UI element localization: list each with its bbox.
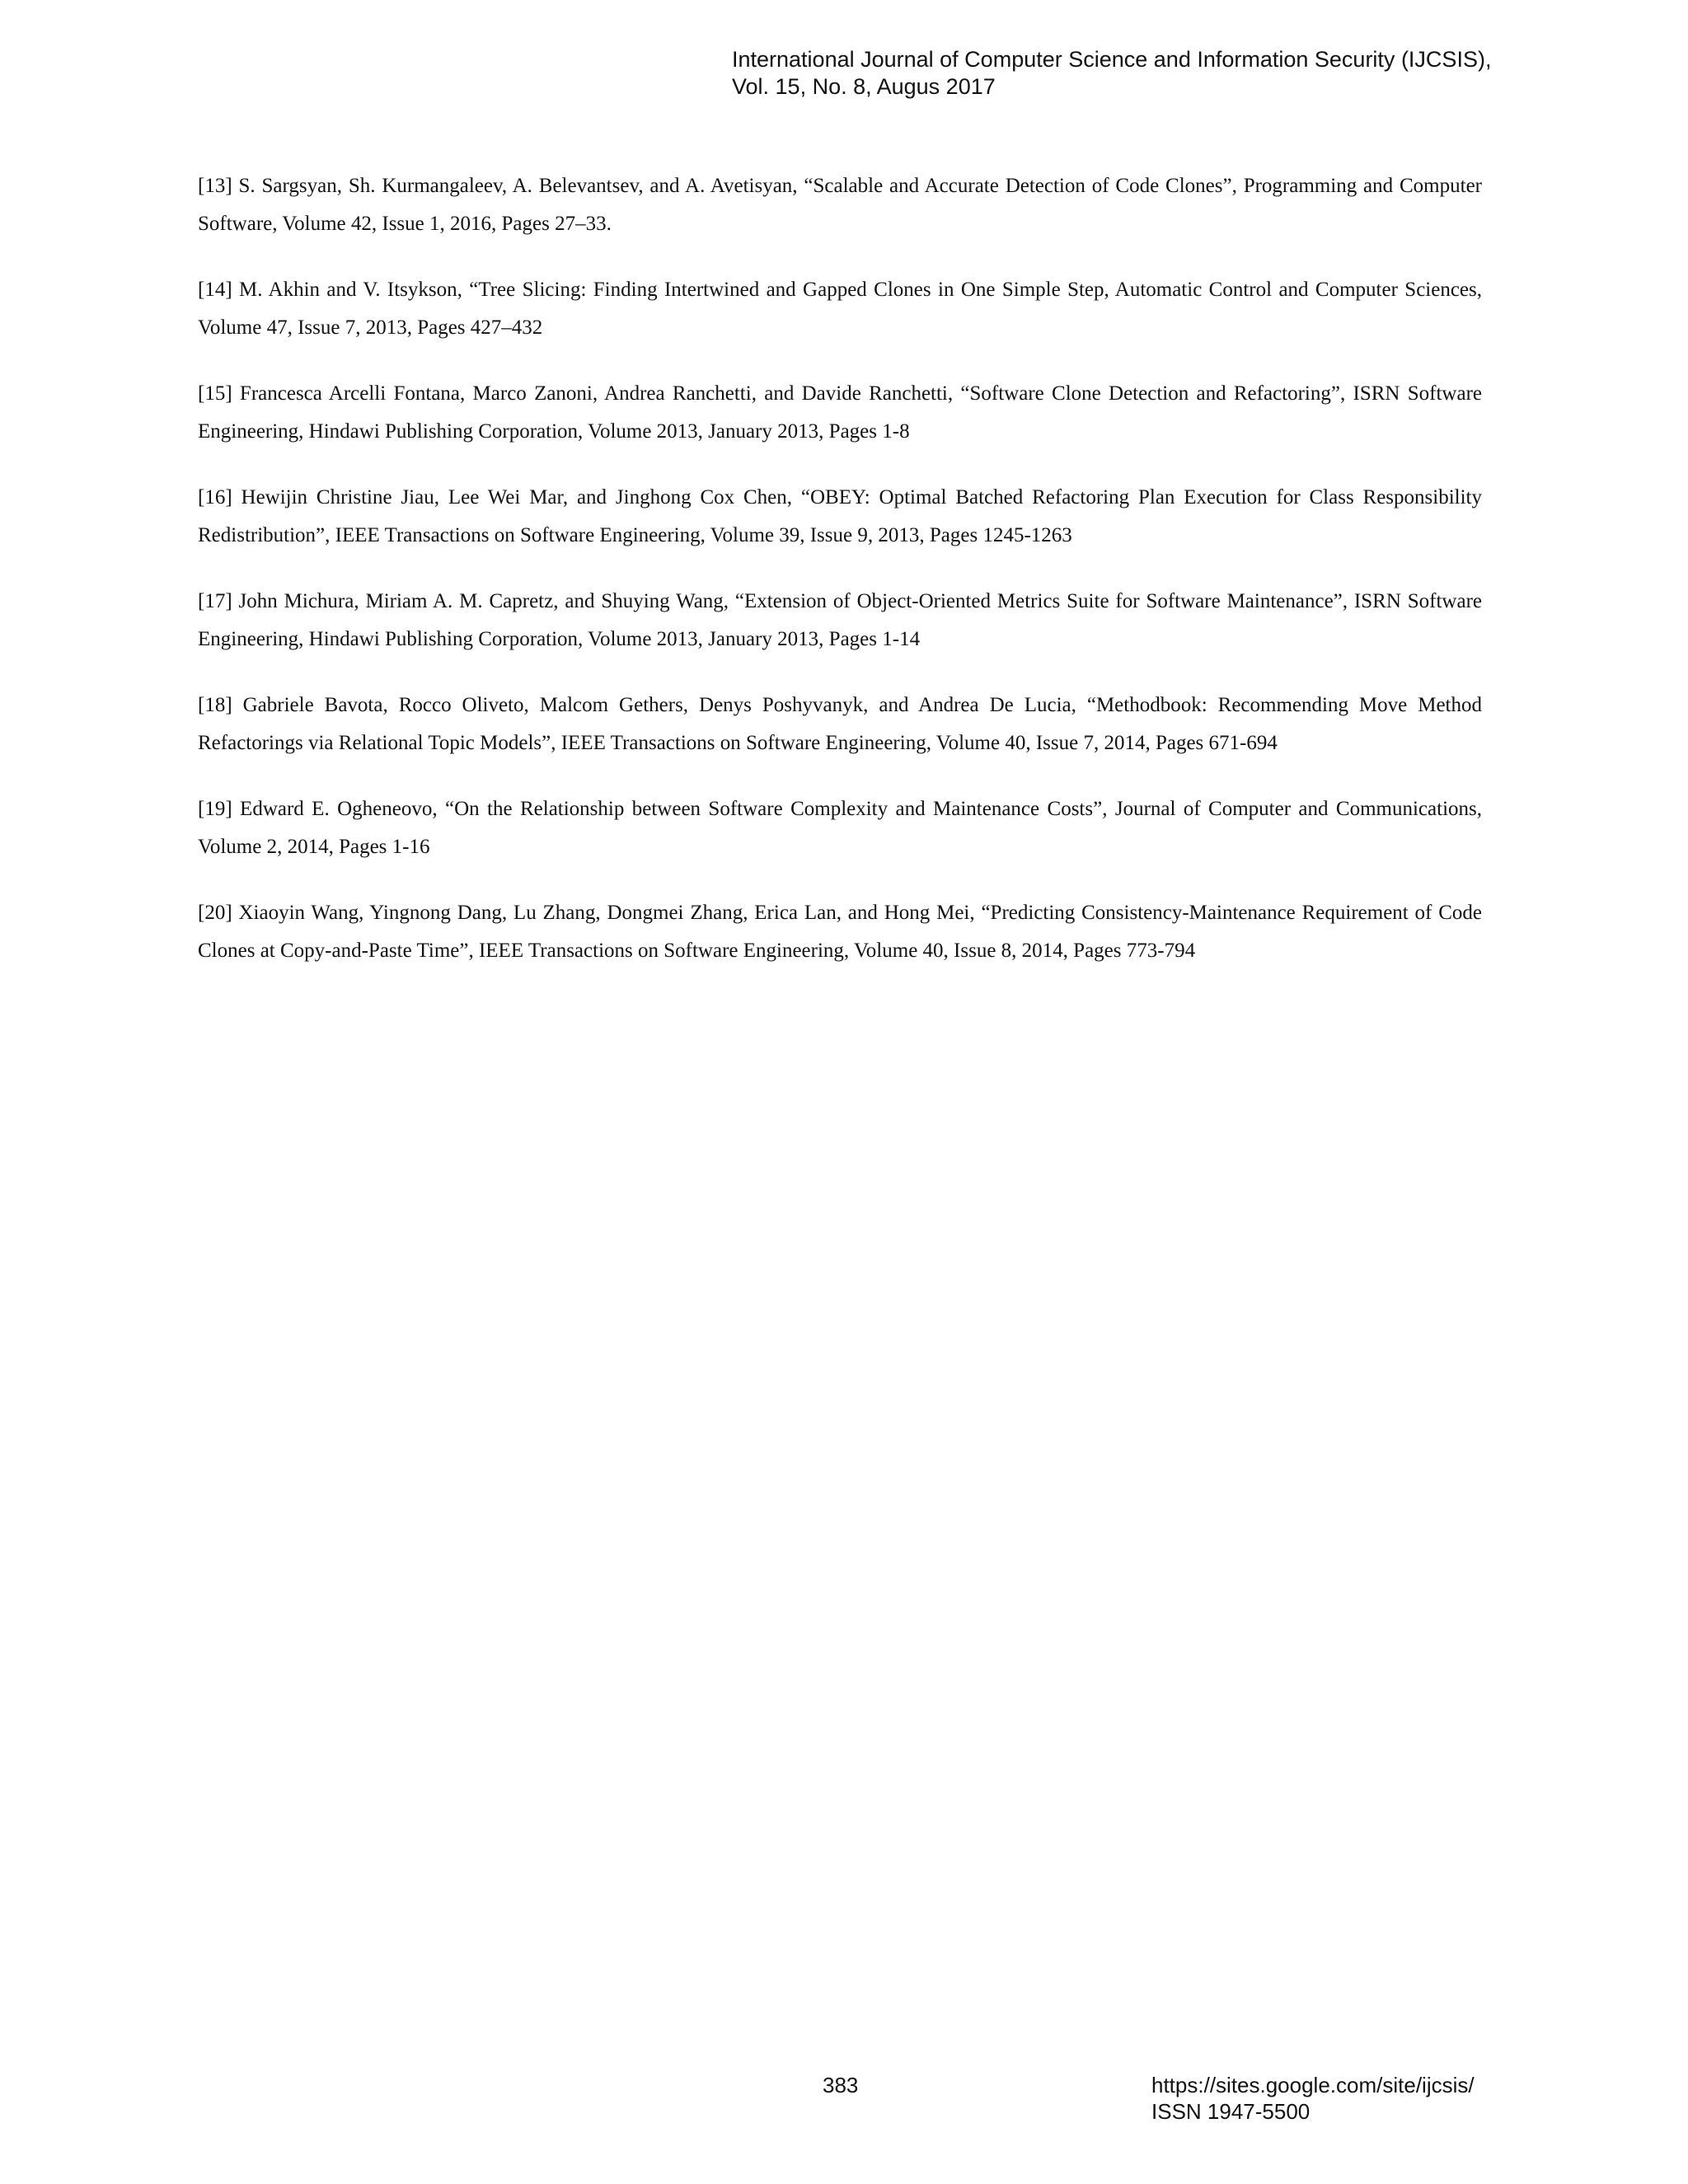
reference-19: [19] Edward E. Ogheneovo, “On the Relationship between Software Complexity and Maintenance Costs”, Journal of Computer and Communications, Volume 2, 2014, Pages 1-16 — [198, 798, 1482, 858]
issn-number: ISSN 1947-5500 — [1151, 2099, 1311, 2124]
reference-18: [18] Gabriele Bavota, Rocco Oliveto, Malcom Gethers, Denys Poshyvanyk, and Andrea De Lucia, “Methodbook: Recommending Move Method Refactorings via Relational Topic Models”, IEEE Transactions on Software Engineering, Volume 40, Issue 7, 2014, Pages 671-694 — [198, 694, 1482, 754]
journal-volume: Vol. 15, No. 8, Augus 2017 — [732, 74, 996, 99]
reference-17: [17] John Michura, Miriam A. M. Capretz, and Shuying Wang, “Extension of Object-Oriented Metrics Suite for Software Maintenance”, ISRN Software Engineering, Hindawi Publishing Corporation, Volume 2013, January 2013, Pages 1-14 — [198, 590, 1482, 650]
reference-14: [14] M. Akhin and V. Itsykson, “Tree Slicing: Finding Intertwined and Gapped Clones in One Simple Step, Automatic Control and Computer Sciences, Volume 47, Issue 7, 2013, Pages 427–432 — [198, 279, 1482, 339]
reference-20: [20] Xiaoyin Wang, Yingnong Dang, Lu Zhang, Dongmei Zhang, Erica Lan, and Hong Mei, “Predicting Consistency-Maintenance Requirement of Code Clones at Copy-and-Paste Time”, IEEE Transactions on Software Engineering, Volume 40, Issue 8, 2014, Pages 773-794 — [198, 902, 1482, 962]
reference-15: [15] Francesca Arcelli Fontana, Marco Zanoni, Andrea Ranchetti, and Davide Ranchetti, “Software Clone Detection and Refactoring”, ISRN Software Engineering, Hindawi Publishing Corporation, Volume 2013, January 2013, Pages 1-8 — [198, 382, 1482, 443]
reference-13: [13] S. Sargsyan, Sh. Kurmangaleev, A. Belevantsev, and A. Avetisyan, “Scalable and Accurate Detection of Code Clones”, Programming and Computer Software, Volume 42, Issue 1, 2016, Pages 27–33. — [198, 175, 1482, 235]
page-number: 383 — [823, 2073, 859, 2097]
reference-16: [16] Hewijin Christine Jiau, Lee Wei Mar, and Jinghong Cox Chen, “OBEY: Optimal Batched Refactoring Plan Execution for Class Responsibility Redistribution”, IEEE Transactions on Software Engineering, Volume 39, Issue 9, 2013, Pages 1245-1263 — [198, 486, 1482, 546]
journal-title: International Journal of Computer Science and Information Security (IJCSIS), — [732, 47, 1492, 72]
journal-url: https://sites.google.com/site/ijcsis/ — [1151, 2073, 1475, 2097]
footer-info — [1151, 2072, 1475, 2125]
reference-list — [198, 167, 1482, 998]
journal-header — [732, 46, 1523, 101]
